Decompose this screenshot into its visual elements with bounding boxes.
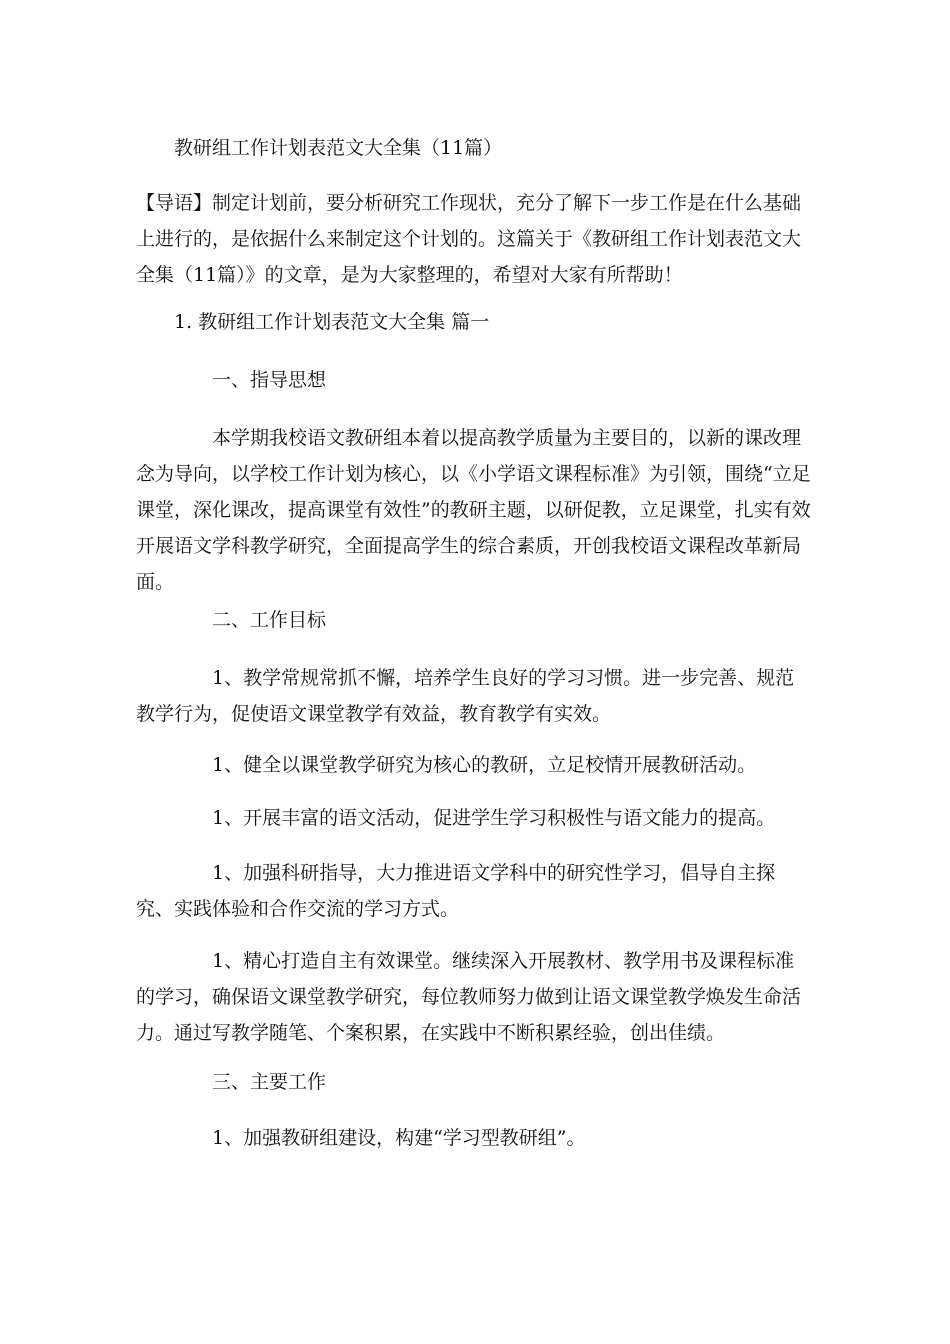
goal-item: 1、开展丰富的语文活动，促进学生学习积极性与语文能力的提高。 bbox=[212, 807, 776, 829]
goal-item: 1、精心打造自主有效课堂。继续深入开展教材、教学用书及课程标准的学习，确保语文课堂教学研究，每位教师努力做到让语文课堂教学焕发生命活力。通过写教学随笔、个案积累，在实践中不断积累经验，创出佳绩。 bbox=[136, 950, 802, 1044]
part2-heading: 二、工作目标 bbox=[212, 609, 327, 631]
goal-item: 1、教学常规常抓不懈，培养学生良好的学习习惯。进一步完善、规范教学行为，促使语文课堂教学有效益，教育教学有实效。 bbox=[136, 667, 795, 725]
part1-paragraph: 本学期我校语文教研组本着以提高教学质量为主要目的，以新的课改理念为导向，以学校工作计划为核心，以《小学语文课程标准》为引领，围绕“立足课堂，深化课改，提高课堂有效性”的教研主题，以研促教，立足课堂，扎实有效开展语文学科教学研究，全面提高学生的综合素质，开创我校语文课程改革新局面。 bbox=[136, 427, 811, 593]
intro-paragraph: 【导语】制定计划前，要分析研究工作现状，充分了解下一步工作是在什么基础上进行的，是依据什么来制定这个计划的。这篇关于《教研组工作计划表范文大全集（11篇）》的文章，是为大家整理的，希望对大家有所帮助！ bbox=[136, 192, 802, 286]
document-title: 教研组工作计划表范文大全集（11篇） bbox=[174, 137, 503, 159]
goal-item: 1、健全以课堂教学研究为核心的教研，立足校情开展教研活动。 bbox=[212, 754, 757, 776]
part1-heading: 一、指导思想 bbox=[212, 369, 327, 391]
part3-item: 1、加强教研组建设，构建“学习型教研组”。 bbox=[212, 1127, 586, 1149]
section-heading: 1. 教研组工作计划表范文大全集 篇一 bbox=[174, 311, 490, 333]
goal-item: 1、加强科研指导，大力推进语文学科中的研究性学习，倡导自主探究、实践体验和合作交流的学习方式。 bbox=[136, 862, 776, 920]
part3-heading: 三、主要工作 bbox=[212, 1071, 327, 1093]
